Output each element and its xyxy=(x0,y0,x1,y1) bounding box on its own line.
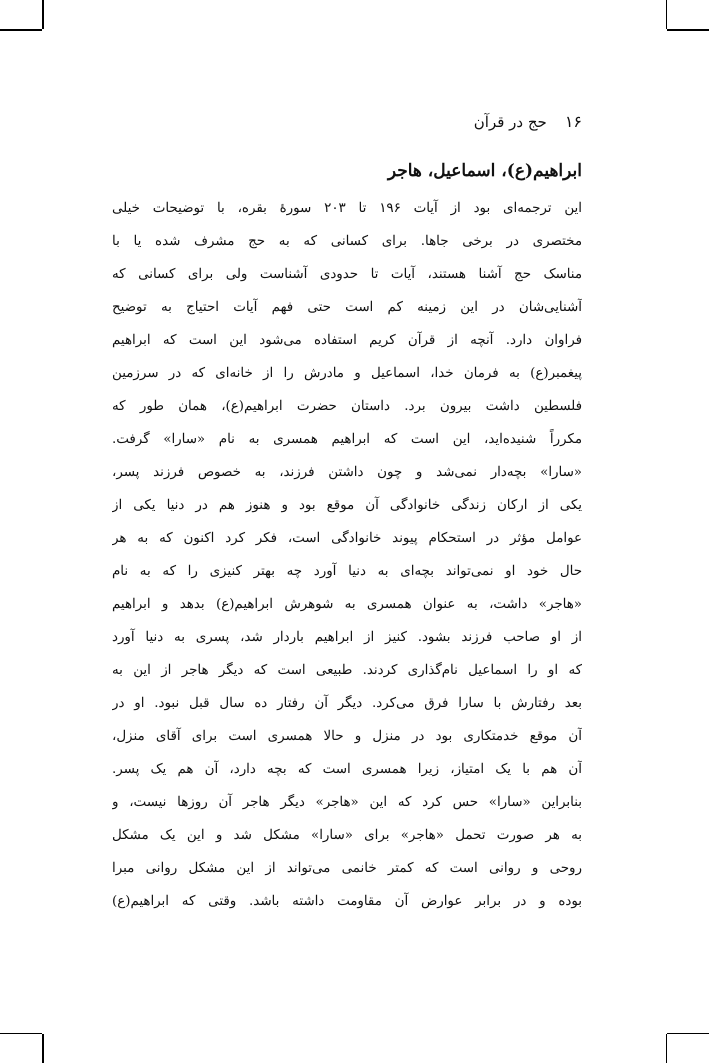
text-line: به هر صورت تحمل «هاجر» برای «سارا» مشکل شد و این یک مشکل xyxy=(112,828,582,843)
body-text xyxy=(112,192,582,918)
running-head xyxy=(112,112,582,142)
text-line: بوده و در برابر عوارض آن مقاومت داشته باشد. وقتی که ابراهیم(ع) xyxy=(112,894,582,909)
text-line: بعد رفتارش با سارا فرق می‌کرد. دیگر آن رفتار ده سال قبل نبود. او در xyxy=(112,696,582,711)
text-line: آن هم با یک امتیاز، زیرا همسری است که بچه دارد، آن هم یک پسر. xyxy=(112,762,582,777)
text-line: «سارا» بچه‌دار نمی‌شد و چون داشتن فرزند، به خصوص فرزند پسر، xyxy=(112,465,582,480)
text-line: «هاجر» داشت، به عنوان همسری به شوهرش ابراهیم(ع) بدهد و ابراهیم xyxy=(112,597,582,612)
crop-mark-bottom-left-vertical xyxy=(42,1034,44,1063)
crop-mark-bottom-left-horizontal xyxy=(0,1033,42,1035)
crop-mark-top-right-horizontal xyxy=(667,29,709,31)
crop-mark-bottom-right-horizontal xyxy=(667,1033,709,1035)
crop-mark-top-left-horizontal xyxy=(0,29,42,31)
text-line: عوامل مؤثر در استحکام پیوند خانوادگی است، فکر کرد اکنون که به هر xyxy=(112,531,582,546)
text-line: پیغمبر(ع) به فرمان خدا، اسماعیل و مادرش را از خانه‌ای که در سرزمین xyxy=(112,366,582,381)
text-line: حال خود او نمی‌تواند بچه‌ای به دنیا آورد چه بهتر کنیزی را که به نام xyxy=(112,564,582,579)
text-line: مختصری در برخی جاها. برای کسانی که به حج مشرف شده یا با xyxy=(112,234,582,249)
text-line: که او را اسماعیل نام‌گذاری کردند. طبیعی است که دیگر هاجر از این به xyxy=(112,663,582,678)
page xyxy=(112,112,582,918)
text-line: مکرراً شنیده‌اید، این است که ابراهیم همسری به نام «سارا» گرفت. xyxy=(112,432,582,447)
text-line: فراوان دارد. آنچه از قرآن کریم استفاده می‌شود این است که ابراهیم xyxy=(112,333,582,348)
crop-mark-top-right-vertical xyxy=(666,0,668,29)
text-line: از او صاحب فرزند بشود. کنیز از ابراهیم باردار شد، پسری به دنیا آورد xyxy=(112,630,582,645)
section-title: ابراهیم(ع)، اسماعیل، هاجر xyxy=(387,161,582,181)
text-line: آن موقع خدمتکاری بود در منزل و حالا همسری است برای آقای منزل، xyxy=(112,729,582,744)
text-line: یکی از ارکان زندگی خانوادگی آن موقع بود و هنوز هم در دنیا یکی از xyxy=(112,498,582,513)
crop-mark-bottom-right-vertical xyxy=(666,1034,668,1063)
book-title: حج در قرآن xyxy=(473,113,547,131)
text-line: این ترجمه‌ای بود از آیات ۱۹۶ تا ۲۰۳ سورهٔ بقره، با توضیحات خیلی xyxy=(112,201,582,216)
text-line: بنابراین «سارا» حس کرد که این «هاجر» دیگر هاجر آن روزها نیست، و xyxy=(112,795,582,810)
page-number: ۱۶ xyxy=(564,112,582,131)
text-line: مناسک حج آشنا هستند، آیات تا حدودی آشناست ولی برای کسانی که xyxy=(112,267,582,282)
text-line: آشنایی‌شان در این زمینه کم است حتی فهم آیات احتیاج به توضیح xyxy=(112,300,582,315)
crop-mark-top-left-vertical xyxy=(42,0,44,29)
text-line: فلسطین داشت بیرون برد. داستان حضرت ابراهیم(ع)، همان طور که xyxy=(112,399,582,414)
text-line: روحی و روانی است که کمتر خانمی می‌تواند از این مشکل روانی مبرا xyxy=(112,861,582,876)
